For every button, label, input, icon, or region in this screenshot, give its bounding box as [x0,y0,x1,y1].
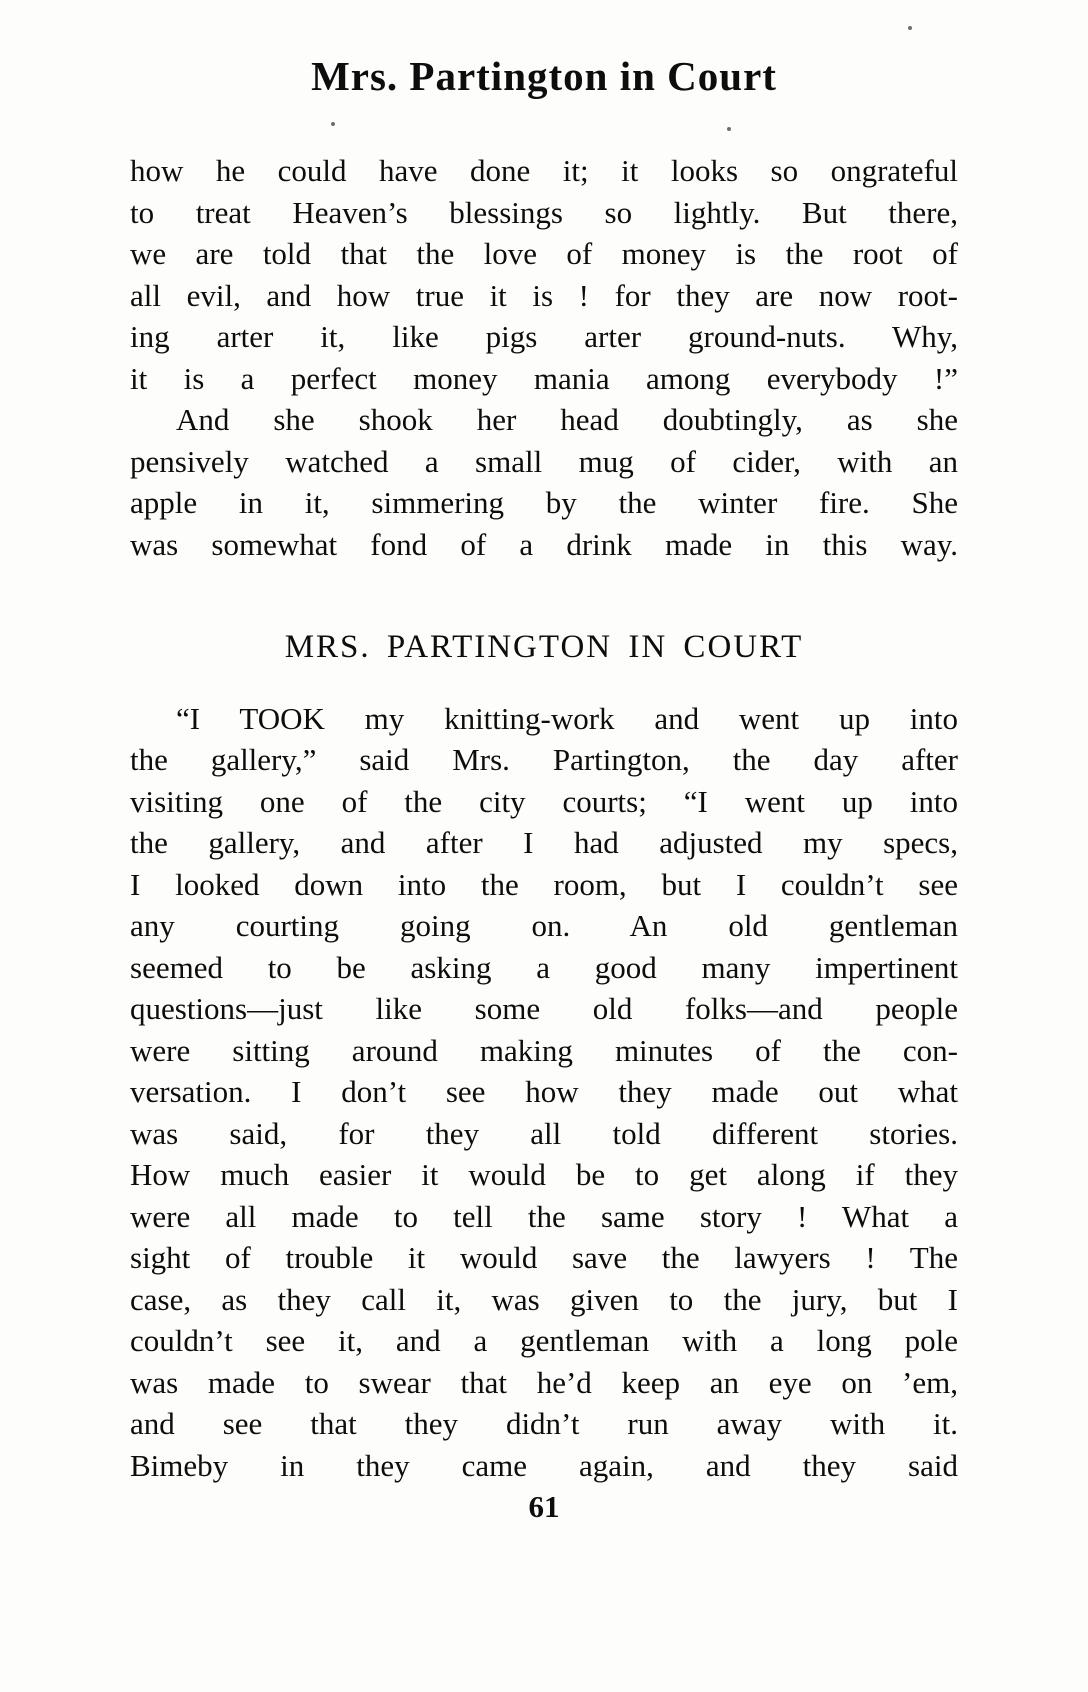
text-line: visiting one of the city courts; “I went up into [130,783,958,819]
text-line: And she shook her head doubtingly, as she [176,402,958,437]
paragraph [130,698,958,1487]
text-line: versation. I don’t see how they made out what [130,1074,958,1109]
text-line: was somewhat fond of a drink made in this way. [130,526,958,562]
paragraph [130,150,958,399]
text-line: was said, for they all told different stories. [130,1115,958,1151]
text-line: seemed to be asking a good many impertinent [130,949,958,985]
text-line: was made to swear that he’d keep an eye on ’em, [130,1364,958,1400]
paragraph [130,399,958,565]
running-header: Mrs. Partington in Court [311,53,777,99]
text-line: and see that they didn’t run away with it. [130,1406,958,1441]
page-number: 61 [528,1489,560,1524]
text-line: how he could have done it; it looks so ongrateful [130,153,958,188]
scan-speck [908,26,912,30]
text-line: “I TOOK my knitting-work and went up into [176,700,958,736]
text-column [130,150,958,1486]
text-line: the gallery, and after I had adjusted my specs, [130,825,958,860]
scan-speck [331,122,335,126]
section-heading: MRS. PARTINGTON IN COURT [284,629,804,665]
text-line: it is a perfect money mania among everybody !” [130,360,958,396]
text-line: to treat Heaven’s blessings so lightly. But there, [130,194,958,230]
text-line: I looked down into the room, but I couldn’t see [130,866,958,902]
scan-speck [727,127,731,131]
text-line: we are told that the love of money is the root of [130,236,958,271]
text-line: apple in it, simmering by the winter fire. She [130,485,958,520]
text-line: ing arter it, like pigs arter ground-nuts. Why, [130,319,958,354]
text-line: any courting going on. An old gentleman [130,908,958,943]
text-line: How much easier it would be to get along if they [130,1157,958,1192]
text-line: sight of trouble it would save the lawyers ! The [130,1240,958,1275]
text-line: couldn’t see it, and a gentleman with a long pole [130,1323,958,1358]
text-line: questions—just like some old folks—and people [130,991,958,1026]
text-line: case, as they call it, was given to the jury, but I [130,1281,958,1317]
text-line: the gallery,” said Mrs. Partington, the day after [130,742,958,777]
text-line: pensively watched a small mug of cider, with an [130,443,958,479]
text-line: were all made to tell the same story ! What a [130,1198,958,1234]
text-line: Bimeby in they came again, and they said [130,1447,958,1483]
text-line: were sitting around making minutes of the con- [130,1032,958,1068]
text-line: all evil, and how true it is ! for they are now root- [130,277,958,313]
